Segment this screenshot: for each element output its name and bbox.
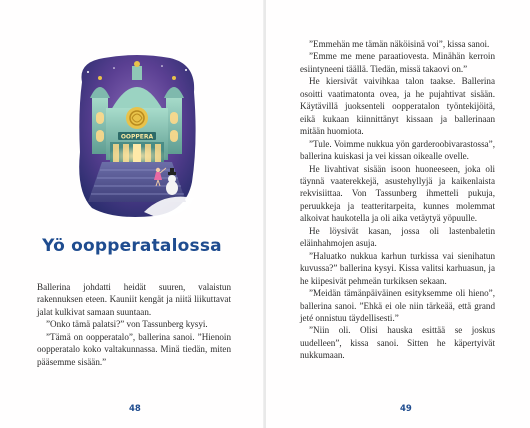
left-tower — [92, 96, 108, 154]
sign-text: OOPPERA — [120, 133, 154, 141]
paragraph: ”Meidän tämänpäiväinen esityksemme oli hieno”, ballerina sanoi. ”Ehkä ei ole niin tärkeää, että grand jeté onnistuu täydellisesti.” — [300, 288, 495, 323]
paragraph: He livahtivat sisään isoon huoneeseen, joka oli täynnä vaaterekkejä, asustehyllyjä ja kaikenlaista rekvisiittaa. Von Tassunberg ihmetteli pukuja, peruukkeja ja teatteritarpeita, kunnes molemmat alkoivat haukotella ja oli aika vetäytyä yöpuulle. — [300, 163, 495, 224]
paragraph: ”Tule. Voimme nukkua yön garderoobivarastossa”, ballerina kuiskasi ja vei kissan oikealle ovelle. — [300, 138, 495, 162]
right-tower — [166, 96, 182, 154]
left-page-text — [37, 281, 231, 368]
paragraph: ”Emme me mene paraatiovesta. Minähän kerroin esiintyneeni täällä. Tiedän, missä takaovi on.” — [300, 51, 495, 74]
page-number-right: 49 — [400, 404, 412, 414]
paragraph: ”Tämä on oopperatalo”, ballerina sanoi. ”Hienoin oopperatalo koko valtakunnassa. Minä tiedän, miten pääsemme sisään.” — [37, 331, 231, 367]
paragraph: ”Haluatko nukkua karhun turkissa vai sienihatun kuvussa?” ballerina kysyi. Kissa valitsi karhuasun, ja he kiipesivät pehmeän turkiksen sekaan. — [300, 250, 495, 286]
paragraph: Ballerina johdatti heidät suuren, valaistun rakennuksen eteen. Kauniit kengät ja niitä liikuttavat jalat kulkivat samaan suuntaan. — [37, 282, 231, 317]
paragraph: ”Onko tämä palatsi?” von Tassunberg kysyi. — [46, 319, 208, 330]
chapter-title: Yö oopperatalossa — [42, 236, 222, 256]
right-page-text — [300, 38, 495, 362]
opera-house-illustration — [74, 52, 200, 220]
paragraph: He löysivät kasan, jossa oli lastenbaletin eläinhahmojen asuja. — [300, 225, 495, 249]
page-number-left: 48 — [129, 404, 141, 414]
paragraph: ”Emmehän me tämän näköisinä voi”, kissa sanoi. — [309, 39, 490, 49]
paragraph: ”Niin oli. Olisi hauska esittää se joskus uudelleen”, kissa sanoi. Sitten he käpertyivät nukkumaan. — [300, 325, 495, 361]
paragraph: He kiersivät vaivihkaa talon taakse. Ballerina osoitti vaatimatonta ovea, ja he pujahtivat sisään. Käytävillä juoksenteli oopperatalon työntekijöitä, eikä kukaan kiinnittänyt kissaan ja ballerinaan mitään huomiota. — [300, 76, 495, 137]
left-page — [0, 0, 264, 428]
